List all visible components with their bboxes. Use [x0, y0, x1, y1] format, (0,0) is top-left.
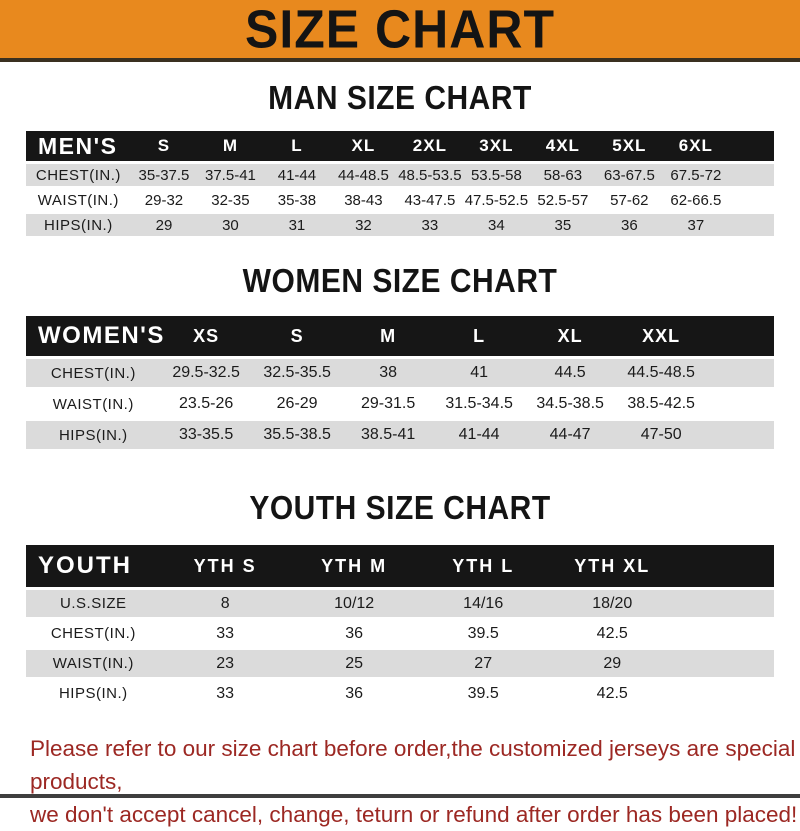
- table-header-label: WOMEN'S: [38, 322, 165, 349]
- size-value-cell: 36: [621, 216, 638, 234]
- size-column-header: 5XL: [612, 136, 647, 155]
- size-column-header: XXL: [642, 325, 681, 346]
- row-label: U.S.SIZE: [60, 595, 127, 612]
- size-value-cell: 41-44: [458, 426, 500, 443]
- size-value-cell: 58-63: [543, 166, 583, 184]
- size-value-cell: 36: [345, 624, 364, 642]
- size-value-cell: 29: [603, 654, 622, 672]
- size-value-cell: 48.5-53.5: [398, 166, 462, 184]
- spacer-cell: [707, 390, 774, 418]
- size-value-cell: 33: [216, 624, 235, 642]
- size-value-cell: 32: [355, 216, 372, 234]
- size-value-cell: 30: [222, 216, 239, 234]
- spacer-cell: [729, 189, 774, 211]
- size-table-header-row: [26, 316, 774, 356]
- spacer-cell: [677, 620, 774, 647]
- size-value-cell: 62-66.5: [670, 191, 722, 209]
- size-value-cell: 23.5-26: [178, 395, 234, 412]
- size-value-cell: 10/12: [334, 594, 375, 612]
- women-size-table: [26, 313, 774, 452]
- size-column-header: 2XL: [412, 136, 447, 155]
- size-value-cell: 38.5-42.5: [627, 395, 695, 412]
- measurement-row: [26, 189, 774, 211]
- section-women: [0, 262, 800, 452]
- size-value-cell: 39.5: [467, 624, 499, 642]
- size-value-cell: 29-31.5: [360, 395, 416, 412]
- size-value-cell: 35-38: [277, 191, 317, 209]
- size-value-cell: 41-44: [277, 166, 317, 184]
- size-value-cell: 53.5-58: [470, 166, 522, 184]
- row-label: CHEST(IN.): [35, 166, 121, 184]
- table-header-label: YOUTH: [38, 552, 132, 579]
- size-value-cell: 26-29: [276, 395, 318, 412]
- size-value-cell: 27: [474, 654, 493, 672]
- size-value-cell: 47.5-52.5: [464, 191, 529, 209]
- size-value-cell: 29.5-32.5: [172, 364, 240, 381]
- size-column-header: S: [157, 136, 171, 155]
- size-value-cell: 33-35.5: [178, 426, 234, 443]
- row-label: WAIST(IN.): [52, 395, 134, 413]
- size-column-header: YTH S: [193, 555, 257, 576]
- size-value-cell: 37: [687, 216, 705, 234]
- size-value-cell: 37.5-41: [205, 166, 256, 184]
- size-column-header: YTH XL: [574, 555, 651, 576]
- size-value-cell: 32-35: [211, 191, 250, 209]
- size-value-cell: 42.5: [596, 624, 628, 642]
- size-value-cell: 67.5-72: [670, 166, 722, 184]
- measurement-row: [26, 620, 774, 647]
- section-title-men: MAN SIZE CHART: [268, 79, 532, 117]
- spacer-cell: [729, 214, 774, 236]
- row-label: CHEST(IN.): [50, 364, 136, 382]
- row-label: CHEST(IN.): [50, 625, 136, 642]
- measurement-row: [26, 421, 774, 449]
- size-value-cell: 52.5-57: [537, 191, 589, 209]
- youth-size-table: [26, 542, 774, 710]
- size-value-cell: 41: [470, 364, 489, 381]
- spacer-cell: [677, 680, 774, 707]
- section-men: [0, 79, 800, 239]
- banner: [0, 0, 800, 62]
- size-value-cell: 29-32: [144, 191, 184, 209]
- size-value-cell: 44.5: [554, 364, 586, 381]
- table-header-label: MEN'S: [38, 132, 118, 159]
- size-value-cell: 39.5: [467, 684, 499, 702]
- measurement-row: [26, 164, 774, 186]
- size-value-cell: 63-67.5: [603, 166, 655, 184]
- spacer-cell: [677, 545, 774, 587]
- measurement-row: [26, 590, 774, 617]
- section-title-women: WOMEN SIZE CHART: [242, 262, 558, 300]
- size-column-header: S: [290, 325, 304, 346]
- size-column-header: L: [291, 136, 303, 155]
- size-column-header: 3XL: [479, 136, 514, 155]
- spacer-cell: [677, 650, 774, 677]
- size-value-cell: 42.5: [596, 684, 628, 702]
- size-value-cell: 38.5-41: [360, 426, 416, 443]
- size-value-cell: 33: [216, 684, 235, 702]
- size-table-header-row: [26, 131, 774, 161]
- size-value-cell: 35.5-38.5: [263, 426, 331, 443]
- men-size-table: [26, 128, 774, 239]
- measurement-row: [26, 214, 774, 236]
- row-label: WAIST(IN.): [52, 655, 134, 672]
- size-column-header: 6XL: [678, 136, 713, 155]
- size-column-header: M: [380, 325, 397, 346]
- size-value-cell: 31.5-34.5: [445, 395, 513, 412]
- size-column-header: L: [473, 325, 486, 346]
- page-title: SIZE CHART: [245, 0, 555, 60]
- section-title-youth: YOUTH SIZE CHART: [249, 489, 551, 527]
- size-value-cell: 35-37.5: [138, 166, 190, 184]
- size-column-header: XL: [351, 136, 376, 155]
- measurement-row: [26, 650, 774, 677]
- size-table-header-row: [26, 545, 774, 587]
- size-value-cell: 14/16: [463, 594, 504, 612]
- size-value-cell: 38: [379, 364, 398, 381]
- size-column-header: M: [222, 136, 239, 155]
- size-value-cell: 57-62: [610, 191, 649, 209]
- size-column-header: XL: [557, 325, 583, 346]
- row-label: HIPS(IN.): [44, 216, 113, 234]
- size-value-cell: 23: [216, 654, 235, 672]
- size-value-cell: 32.5-35.5: [263, 364, 331, 381]
- spacer-cell: [729, 131, 774, 161]
- size-value-cell: 33: [421, 216, 439, 234]
- size-value-cell: 44.5-48.5: [627, 364, 695, 381]
- footer-note: [0, 732, 800, 831]
- row-label: WAIST(IN.): [37, 191, 119, 209]
- size-value-cell: 43-47.5: [404, 191, 456, 209]
- size-column-header: YTH L: [452, 555, 515, 576]
- size-value-cell: 36: [345, 684, 364, 702]
- spacer-cell: [707, 359, 774, 387]
- size-value-cell: 44-48.5: [337, 166, 389, 184]
- spacer-cell: [677, 590, 774, 617]
- spacer-cell: [707, 421, 774, 449]
- size-value-cell: 35: [554, 216, 572, 234]
- size-value-cell: 29: [155, 216, 173, 234]
- footer-line-2: we don't accept cancel, change, teturn or refund after order has been placed!: [30, 802, 798, 827]
- spacer-cell: [707, 316, 774, 356]
- size-value-cell: 31: [288, 216, 306, 234]
- size-value-cell: 18/20: [592, 594, 633, 612]
- size-value-cell: 34.5-38.5: [536, 395, 604, 412]
- measurement-row: [26, 390, 774, 418]
- measurement-row: [26, 680, 774, 707]
- footer-line-1: Please refer to our size chart before order,the customized jerseys are special products,: [30, 736, 796, 794]
- spacer-cell: [729, 164, 774, 186]
- row-label: HIPS(IN.): [58, 685, 128, 702]
- row-label: HIPS(IN.): [58, 426, 128, 444]
- measurement-row: [26, 359, 774, 387]
- size-column-header: XS: [193, 325, 220, 346]
- size-value-cell: 25: [345, 654, 364, 672]
- size-column-header: YTH M: [321, 555, 388, 576]
- size-value-cell: 44-47: [549, 426, 591, 443]
- size-column-header: 4XL: [545, 136, 580, 155]
- size-value-cell: 47-50: [640, 426, 682, 443]
- bottom-divider: [0, 794, 800, 798]
- section-youth: [0, 489, 800, 710]
- size-value-cell: 8: [220, 594, 230, 612]
- size-value-cell: 38-43: [344, 191, 383, 209]
- size-value-cell: 34: [488, 216, 505, 234]
